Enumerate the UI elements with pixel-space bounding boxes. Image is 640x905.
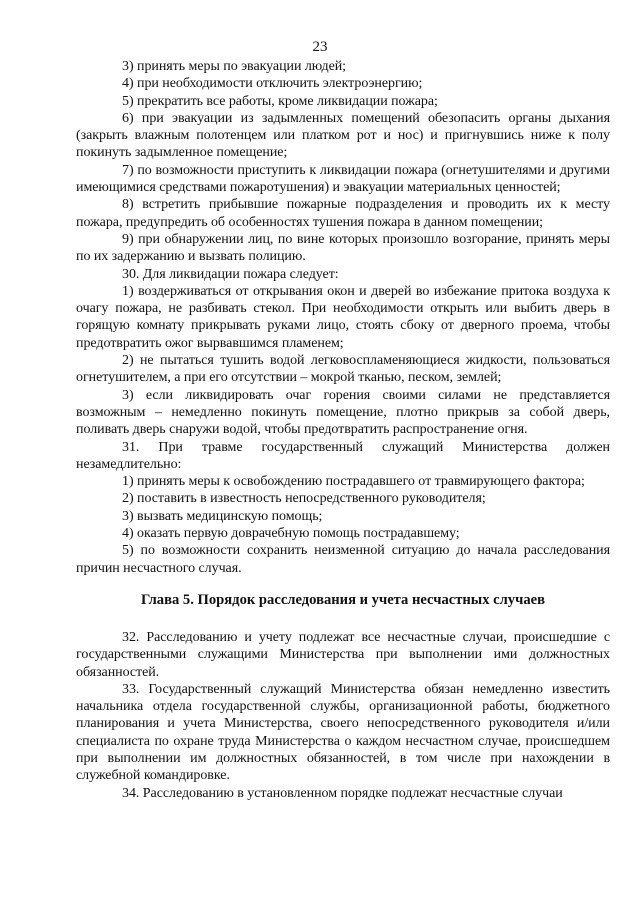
clause-32: 32. Расследованию и учету подлежат все несчастные случаи, происшедшие с государственными служащими Министерства при выполнении ими должностных обязанностей.	[76, 629, 610, 680]
list-item: 2) не пытаться тушить водой легковоспламеняющиеся жидкости, пользоваться огнетушителем, а при его отсутствии – мокрой тканью, песком, землей;	[76, 353, 610, 386]
clause-30: 30. Для ликвидации пожара следует:	[122, 266, 339, 282]
list-item: 9) при обнаружении лиц, по вине которых произошло возгорание, принять меры по их задержанию и вызвать полицию.	[76, 231, 610, 265]
clause-31: 31. При травме государственный служащий Министерства должен незамедлительно:	[76, 439, 610, 472]
list-item: 2) поставить в известность непосредственного руководителя;	[122, 491, 486, 507]
list-item: 4) при необходимости отключить электроэнергию;	[122, 76, 423, 92]
list-item: 7) по возможности приступить к ликвидации пожара (огнетушителями и другими имеющимися средствами пожаротушения) и эвакуации материальных ценностей;	[76, 162, 610, 196]
list-item: 5) по возможности сохранить неизменной ситуацию до начала расследования причин несчастного случая.	[76, 543, 610, 576]
list-item: 1) принять меры к освобождению пострадавшего от травмирующего фактора;	[122, 474, 585, 490]
list-item: 5) прекратить все работы, кроме ликвидации пожара;	[122, 93, 438, 109]
list-item: 3) принять меры по эвакуации людей;	[122, 59, 347, 74]
clause-33: 33. Государственный служащий Министерства обязан немедленно известить начальника отдела государственной службы, организационной работы, бюджетного планирования и учета Министерства, своего непосредственного руководителя и/или специалиста по охране труда Министерства о каждом несчастном случае, происшедшем при выполнении им должностных обязанностей, в том числе при нахождении в служебной командировке.	[76, 681, 610, 784]
list-item: 6) при эвакуации из задымленных помещений обезопасить органы дыхания (закрыть влажным полотенцем или платком рот и нос) и пригнувшись ниже к полу покинуть задымленное помещение;	[76, 110, 610, 161]
clause-34: 34. Расследованию в установленном порядке подлежат несчастные случаи	[122, 785, 563, 801]
list-item: 1) воздерживаться от открывания окон и дверей во избежание притока воздуха к очагу пожара, не разбивать стекол. При необходимости открыть или выбить дверь в горящую комнату прикрывать руками лицо, стоять сбоку от дверного проема, чтобы предотвратить ожог вырвавшимся пламенем;	[76, 283, 610, 351]
list-item: 3) если ликвидировать очаг горения своими силами не представляется возможным – немедленно покинуть помещение, плотно прикрыв за собой дверь, поливать дверь снаружи водой, чтобы предотвратить распространение огня.	[76, 387, 610, 438]
page-number: 23	[312, 39, 328, 55]
list-item: 3) вызвать медицинскую помощь;	[122, 508, 323, 524]
document-body	[76, 58, 610, 802]
list-item: 4) оказать первую доврачебную помощь пострадавшему;	[122, 526, 460, 542]
chapter-heading: Глава 5. Порядок расследования и учета несчастных случаев	[140, 591, 545, 608]
list-item: 8) встретить прибывшие пожарные подразделения и проводить их к месту пожара, предупредить об особенностях тушения пожара в данном помещении;	[76, 197, 610, 230]
